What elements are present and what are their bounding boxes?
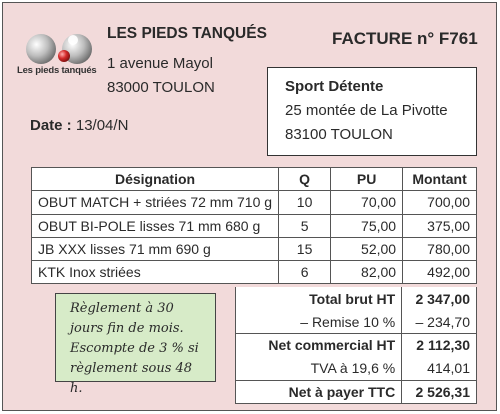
cell-quantity: 5	[279, 214, 331, 237]
cell-designation: OBUT MATCH + striées 72 mm 710 g	[32, 191, 279, 214]
net-a-payer-value: 2 526,31	[402, 380, 477, 403]
net-a-payer-row	[236, 380, 477, 403]
company-city: 83000 TOULON	[107, 79, 215, 96]
cell-amount: 700,00	[403, 191, 477, 214]
invoice-page	[2, 2, 497, 411]
invoice-date	[30, 117, 128, 134]
cell-designation: JB XXX lisses 71 mm 690 g	[32, 237, 279, 260]
cell-quantity: 15	[279, 237, 331, 260]
net-commercial-row	[236, 334, 477, 357]
date-label: Date :	[30, 117, 72, 134]
cell-amount: 780,00	[403, 237, 477, 260]
cell-designation: KTK Inox striées	[32, 261, 279, 284]
total-brut-value: 2 347,00	[402, 287, 477, 310]
totals-table	[235, 287, 477, 404]
table-row	[32, 261, 477, 284]
cell-amount: 375,00	[403, 214, 477, 237]
table-row	[32, 191, 477, 214]
total-brut-label: Total brut HT	[236, 287, 402, 310]
net-commercial-label: Net commercial HT	[236, 334, 402, 357]
cell-quantity: 10	[279, 191, 331, 214]
petanque-balls-icon	[17, 29, 109, 69]
cell-amount: 492,00	[403, 261, 477, 284]
header-designation: Désignation	[32, 168, 279, 191]
client-street: 25 montée de La Pivotte	[285, 102, 448, 119]
cell-unit-price: 52,00	[331, 237, 403, 260]
invoice-title: FACTURE n° F761	[332, 29, 478, 48]
net-commercial-value: 2 112,30	[402, 334, 477, 357]
company-name: LES PIEDS TANQUÉS	[107, 25, 267, 42]
client-city: 83100 TOULON	[285, 126, 393, 143]
net-a-payer-label: Net à payer TTC	[236, 380, 402, 403]
total-brut-row	[236, 287, 477, 310]
cell-designation: OBUT BI-POLE lisses 71 mm 680 g	[32, 214, 279, 237]
company-street: 1 avenue Mayol	[107, 55, 213, 72]
date-value: 13/04/N	[75, 117, 129, 134]
tva-row	[236, 357, 477, 380]
cell-unit-price: 75,00	[331, 214, 403, 237]
table-row	[32, 214, 477, 237]
cell-unit-price: 82,00	[331, 261, 403, 284]
invoice-lines-table	[31, 167, 477, 284]
company-logo	[17, 29, 109, 83]
client-name: Sport Détente	[285, 78, 384, 95]
logo-text: Les pieds tanqués	[17, 65, 97, 76]
cell-quantity: 6	[279, 261, 331, 284]
header-unit-price: PU	[331, 168, 403, 191]
client-address-box	[267, 67, 477, 156]
tva-label: TVA à 19,6 %	[236, 357, 402, 380]
remise-row	[236, 310, 477, 333]
header-quantity: Q	[279, 168, 331, 191]
table-row	[32, 237, 477, 260]
remise-label: – Remise 10 %	[236, 310, 402, 333]
tva-value: 414,01	[402, 357, 477, 380]
table-header-row	[32, 168, 477, 191]
remise-value: – 234,70	[402, 310, 477, 333]
payment-terms-note: Règlement à 30 jours fin de mois. Escompte de 3 % si règlement sous 48 h.	[55, 293, 216, 382]
cell-unit-price: 70,00	[331, 191, 403, 214]
header-amount: Montant	[403, 168, 477, 191]
